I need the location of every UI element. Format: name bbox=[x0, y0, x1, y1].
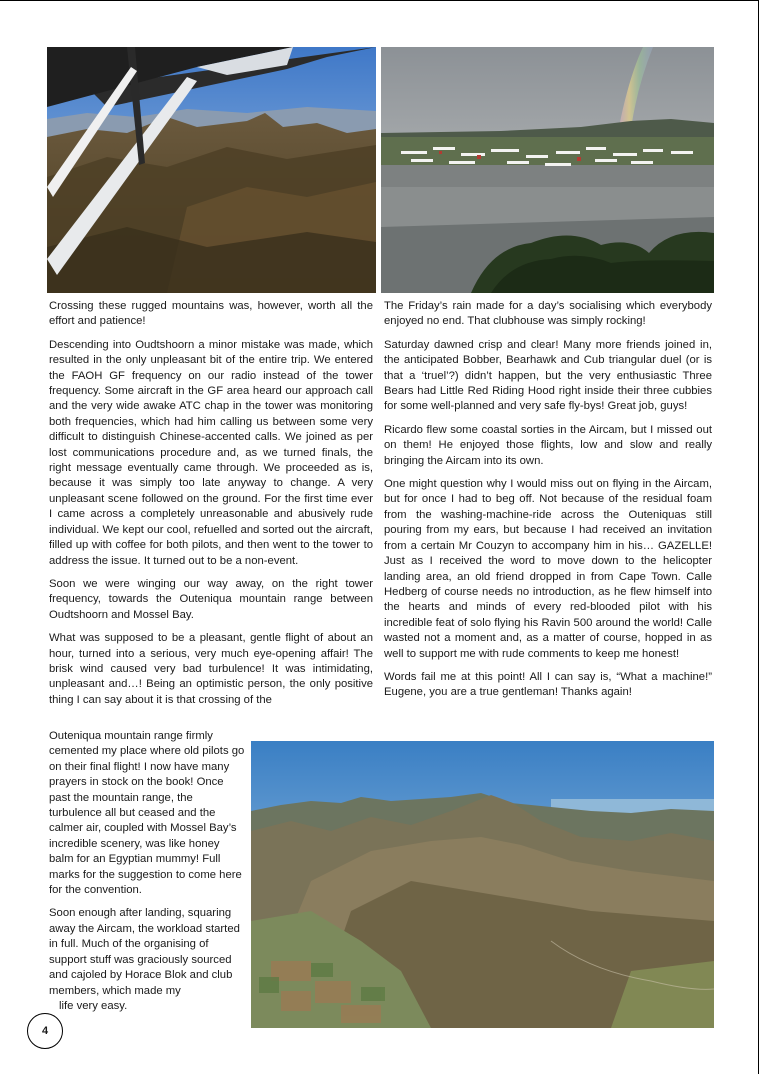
paragraph: Outeniqua mountain range firmly cemented my place where old pilots go on their final flight! I now have many prayers in stock on the book! Once past the mountain range, the turbulence all but ceased and the calmer air, coupled with Mossel Bay’s incredible scenery, was like honey balm for an Egyptian mummy! Full marks for the suggestion to come here for the convention. bbox=[49, 730, 245, 897]
page-number-text: 4 bbox=[41, 1025, 49, 1037]
paragraph: One might question why I would miss out on flying in the Aircam, but for once I had to beg off. Not because of the residual foam from the washing-machine-ride across the Outeniquas still pouring from my ears, but because I had received an invitation from a certain Mr Couzyn to accompany him in his… GAZELLE! Just as I received the word to move down to the helicopter landing area, an old friend dropped in from Cape Town. Calle Hedberg of course needs no introduction, as he flew himself into the hearts and minds of every red-blooded pilot with his incredible feat of solo flying his Ravin 500 around the world! Calle wasted not a moment and, as a matter of course, hopped in as well to support me with rude comments to keep me honest! bbox=[384, 478, 712, 660]
photo-wing-over-mountains bbox=[47, 47, 376, 293]
paragraph: Soon enough after landing, squaring away the Aircam, the workload started in full. Much of the organising of support stuff was graciously sourced and cajoled by Horace Blok and club members, which made my bbox=[49, 907, 240, 997]
paragraph: life very easy. bbox=[59, 999, 128, 1012]
paragraph: Soon we were winging our way away, on the right tower frequency, towards the Outeniqua mountain range between Oudtshoorn and Mossel Bay. bbox=[49, 577, 373, 621]
paragraph: Saturday dawned crisp and clear! Many more friends joined in, the anticipated Bobber, Bearhawk and Cub triangular duel (or is that a ‘truel’?) didn’t happen, but the very enthusiastic Three Bears had Little Red Riding Hood right inside their three cubbies for some well-planned and very safe fly-bys! Great job, guys! bbox=[384, 338, 712, 413]
page-number bbox=[27, 1013, 63, 1049]
photo-airfield-rainbow bbox=[381, 47, 714, 293]
paragraph: What was supposed to be a pleasant, gentle flight of about an hour, turned into a serious, very much eye-opening affair! The brisk wind caused very bad turbulence! It was intimidating, unpleasant and…! Being an optimistic person, the only positive thing I can say about it is that crossing of the bbox=[49, 632, 373, 706]
left-narrow-text-column bbox=[49, 729, 245, 1022]
right-text-column bbox=[384, 299, 712, 709]
paragraph: Descending into Oudtshoorn a minor mistake was made, which resulted in the only unpleasant bit of the entire trip. We entered the FAOH GF frequency on our radio instead of the tower frequency. Some aircraft in the GF area heard our approach call and the very wide awake ATC chap in the tower was monitoring both frequencies, which had him calling us between some very difficult to distinguish Chinese-accented calls. We joined as per lost communications procedure and, as we turned finals, the right message eventually came through. We proceeded as is, because it was simply too late anyway to change. A very unpleasant scene followed on the ground. For the first time ever I came across a completely unreasonable and abusively rude individual. We kept our cool, refuelled and sorted out the aircraft, filled up with coffee for both pilots, and then went to the tower to address the issue. It turned out to be a non-event. bbox=[49, 338, 373, 567]
left-text-column bbox=[49, 299, 373, 716]
paragraph: Ricardo flew some coastal sorties in the Aircam, but I missed out on them! He enjoyed those flights, low and slow and really bringing the Aircam into its own. bbox=[384, 423, 712, 467]
paragraph: The Friday’s rain made for a day’s socialising which everybody enjoyed no end. That clubhouse was simply rocking! bbox=[384, 300, 712, 328]
photo-aerial-mountain-range bbox=[251, 741, 714, 1028]
paragraph: Crossing these rugged mountains was, however, worth all the effort and patience! bbox=[49, 300, 373, 328]
paragraph: Words fail me at this point! All I can say is, “What a machine!” Eugene, you are a true gentleman! Thanks again! bbox=[384, 670, 712, 699]
